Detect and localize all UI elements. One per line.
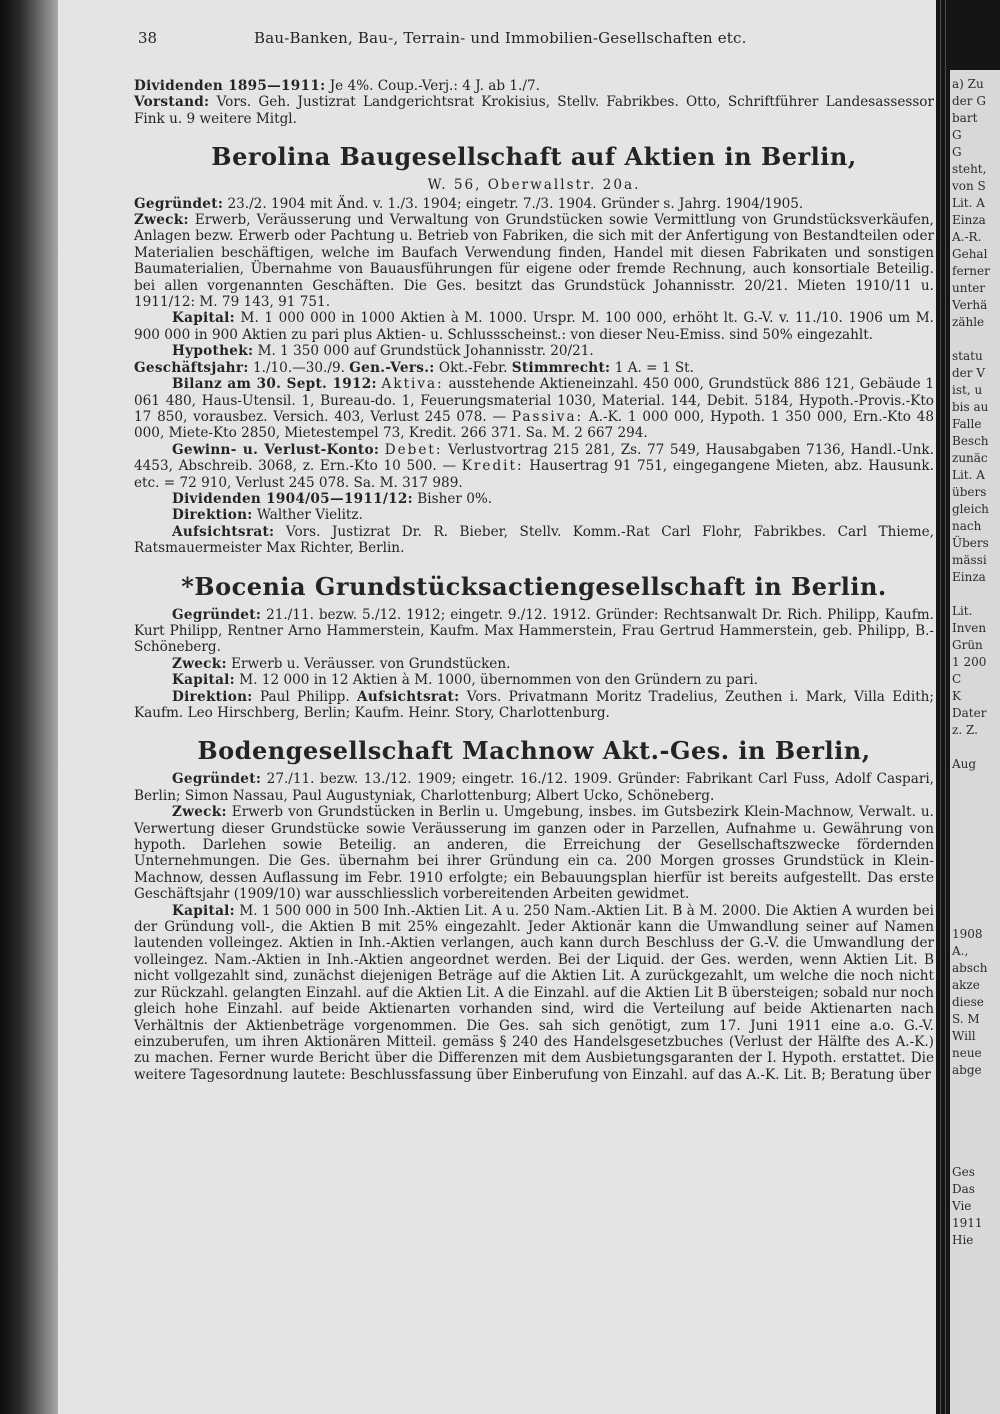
adjacent-page-line: zähle [952,315,985,329]
adjacent-page-line [952,841,1000,858]
adjacent-page-line: absch [952,961,988,975]
adjacent-page-line: steht, [952,162,987,176]
berolina-title: Berolina Baugesellschaft auf Aktien in Berlin, [211,142,857,172]
adjacent-page-line: diese [952,995,984,1009]
label: Gegründet: [134,195,224,212]
page-sheet [58,0,936,1414]
page-number: 38 [138,29,158,47]
adjacent-page-line: übers [952,485,987,499]
adjacent-page [936,0,1000,1414]
adjacent-page-line: z. Z. [952,723,978,737]
page-content [134,30,934,1083]
adjacent-page-line: G [952,145,962,159]
berolina-direktion [134,507,934,523]
adjacent-page-line: A., [952,944,969,958]
page-edge [940,0,941,1414]
prev-dividenden [134,78,934,94]
text: A.-K. 1 000 000, Hypoth. 1 350 000, Ern.-Kto 48 000, Miete-Kto 2850, Mietestempel 73, Kredit. 266 371. Sa. M. 2 667 294. [134,408,934,442]
label: Vorstand: [134,94,210,111]
adjacent-page-line: 1 200 [952,655,987,669]
text: Vors. Geh. Justizrat Landgerichtsrat Krokisius, Stellv. Fabrikbes. Otto, Schriftführer Landesassessor Fink u. 9 weitere Mitgl. [134,94,934,127]
label: Zweck: [172,655,227,672]
adjacent-page-line: Das [952,1182,975,1196]
adjacent-page-line: a) Zu [952,77,984,91]
text: Verlustvortrag 215 281, Zs. 77 549, Hausabgaben 7136, Handl.-Unk. 4453, Abschreib. 3068, z. Ern.-Kto 10 500. — [134,441,934,475]
adjacent-page-line: mässi [952,553,987,567]
adjacent-page-line: nach [952,519,982,533]
adjacent-page-line [952,1113,1000,1130]
adjacent-page-line: Vie [952,1199,972,1213]
text: 27./11. bezw. 13./12. 1909; eingetr. 16./12. 1909. Gründer: Fabrikant Carl Fuss, Adolf Caspari, Berlin; Simon Nassau, Paul Augustyniak, Charlottenburg; Albert Ucko, Schöneberg. [134,771,934,804]
adjacent-page-line: Lit. A [952,468,985,482]
label: Geschäftsjahr: [134,359,249,376]
text: Erwerb, Veräusserung und Verwaltung von Grundstücken sowie Vermittlung von Grundstücksverkäufen, Anlagen bezw. Erwerb oder Pachtung u. Betrieb von Fabriken, die sich mit der Anfertigung von Bestandteilen oder Materialien beschäftigen, welche im Baufach Verwendung finden, Handel mit diesen Fabrikaten und sonstigen Baumaterialien, Übernahme von Bauausführungen für eigene oder fremde Rechnung, auch konsortiale Beteilig. bei allen vorgenannten Geschäften. Die Ges. besitzt das Grundstück Johannisstr. 20/21. Mieten 1910/11 u. 1911/12: M. 79 143, 91 751. [134,212,934,311]
adjacent-page-line: der V [952,366,985,380]
adjacent-page-line [952,790,1000,807]
adjacent-page-line: Dater [952,706,987,720]
text: 23./2. 1904 mit Änd. v. 1./3. 1904; eingetr. 7./3. 1904. Gründer s. Jahrg. 1904/1905. [227,195,804,212]
adjacent-page-line: Grün [952,638,983,652]
adjacent-page-line [952,586,1000,603]
adjacent-page-line: Einza [952,213,986,227]
label: Dividenden 1904/05—1911/12: [172,490,413,507]
adjacent-page-line: Will [952,1029,976,1043]
book-gutter [0,0,58,1414]
label: Gegründet: [172,771,262,788]
label: Kapital: [172,310,235,327]
label: Passiva: [511,408,584,425]
label: Kapital: [172,672,235,689]
text: 21./11. bezw. 5./12. 1912; eingetr. 9./12. 1912. Gründer: Rechtsanwalt Dr. Rich. Philipp, Kaufm. Kurt Philipp, Rentner Arno Hammerstein, Kaufm. Max Hammerstein, Frau Gertrud Hammerstein, geb. Philipp, B.-Schöneberg. [134,606,934,656]
adjacent-page-line [952,909,1000,926]
machnow-zweck [134,804,934,902]
text: Bisher 0%. [417,490,493,507]
berolina-dividenden [134,491,934,507]
adjacent-page-line [952,807,1000,824]
adjacent-page-line: gleich [952,502,989,516]
running-head [134,30,934,52]
prev-vorstand [134,94,934,127]
berolina-geschaeftsjahr [134,360,934,376]
adjacent-page-line: Aug [952,757,977,771]
adjacent-page-line: C [952,672,962,686]
page-edge [945,0,946,1414]
adjacent-page-line: Ges [952,1165,975,1179]
adjacent-page-line [952,1147,1000,1164]
adjacent-page-line: bart [952,111,978,125]
adjacent-page-line: G [952,128,962,142]
text: Paul Philipp. [259,688,350,705]
adjacent-page-line: Lit. [952,604,973,618]
adjacent-page-line: Übers [952,536,989,550]
adjacent-page-line [952,331,1000,348]
label: Aufsichtsrat: [357,688,460,705]
adjacent-page-line: Falle [952,417,982,431]
adjacent-page-line: zunäc [952,451,988,465]
adjacent-page-line: ist, u [952,383,983,397]
adjacent-page-line: S. M [952,1012,980,1026]
adjacent-page-sheet [950,70,1000,1414]
adjacent-page-line [952,1096,1000,1113]
adjacent-page-line: A.-R. [952,230,982,244]
adjacent-page-line: Besch [952,434,989,448]
bocenia-title: *Bocenia Grundstücksactiengesellschaft in Berlin. [181,571,887,601]
berolina-zweck [134,212,934,310]
adjacent-page-line: von S [952,179,986,193]
text: Okt.-Febr. [438,359,508,376]
text: 1 A. = 1 St. [614,359,694,376]
berolina-guv [134,442,934,491]
label: Zweck: [134,212,189,229]
label: Kapital: [172,902,235,919]
adjacent-page-line: neue [952,1046,982,1060]
berolina-aufsichtsrat [134,524,934,557]
adjacent-page-line: Lit. A [952,196,985,210]
text: Walther Vielitz. [256,507,363,524]
machnow-title: Bodengesellschaft Machnow Akt.-Ges. in Berlin, [197,736,871,766]
adjacent-page-line: statu [952,349,983,363]
adjacent-page-line [952,875,1000,892]
text: Je 4%. Coup.-Verj.: 4 J. ab 1./7. [329,78,540,94]
text: Hausertrag 91 751, eingegangene Mieten, abz. Hausunk. etc. = 72 910, Verlust 245 078. Sa. M. 317 989. [134,458,934,491]
berolina-bilanz [134,376,934,442]
adjacent-page-line: abge [952,1063,982,1077]
berolina-gegruendet [134,196,934,212]
adjacent-page-line [952,1079,1000,1096]
label: Stimmrecht: [511,359,611,376]
label: Debet: [384,441,443,458]
adjacent-page-line: 1908 [952,927,983,941]
adjacent-page-line: bis au [952,400,989,414]
adjacent-page-line: Gehal [952,247,988,261]
adjacent-page-line [952,892,1000,909]
label: Dividenden 1895—1911: [134,78,326,94]
adjacent-page-line: Verhä [952,298,988,312]
running-title: Bau-Banken, Bau-, Terrain- und Immobilien-Gesellschaften etc. [254,29,747,47]
adjacent-page-line [952,824,1000,841]
bocenia-gegruendet [134,607,934,656]
adjacent-page-line: der G [952,94,986,108]
adjacent-page-line: Inven [952,621,987,635]
adjacent-page-line [952,858,1000,875]
adjacent-page-fragments [950,70,1000,1249]
label: Gegründet: [172,606,262,623]
label: Hypothek: [172,343,254,360]
bocenia-zweck [134,656,934,672]
label: Gen.-Vers.: [349,359,435,376]
adjacent-page-line [952,1130,1000,1147]
text: Vors. Privatmann Moritz Tradelius, Zeuthen i. Mark, Villa Edith; Kaufm. Leo Hirschberg, Berlin; Kaufm. Heinr. Story, Charlottenburg. [134,688,934,721]
bocenia-direktion [134,689,934,722]
adjacent-page-line: Einza [952,570,986,584]
machnow-kapital [134,903,934,1083]
text: Vors. Justizrat Dr. R. Bieber, Stellv. Komm.-Rat Carl Flohr, Fabrikbes. Carl Thieme, Ratsmauermeister Max Richter, Berlin. [134,523,934,557]
berolina-kapital [134,310,934,343]
bocenia-kapital [134,672,934,688]
adjacent-page-line [952,739,1000,756]
adjacent-page-line: ferner [952,264,990,278]
adjacent-page-line [952,773,1000,790]
adjacent-page-line: unter [952,281,986,295]
label: Aufsichtsrat: [172,523,275,540]
label: Aktiva: [381,376,444,393]
label: Kredit: [461,458,524,475]
berolina-hypothek [134,343,934,359]
adjacent-page-line: Hie [952,1233,974,1247]
text: ausstehende Aktieneinzahl. 450 000, Grundstück 886 121, Gebäude 1 061 480, Haus-Utensil. 1, Bureau-do. 1, Feuerungsmaterial 1030, Material. 144, Debit. 5184, Hypoth.-Provis.-Kto 17 850, vorausbez. Versich. 403, Verlust 245 078. — [134,376,934,425]
label: Bilanz am 30. Sept. 1912: [172,376,377,393]
machnow-gegruendet [134,771,934,804]
text: Erwerb u. Veräusser. von Grundstücken. [231,655,511,672]
text: M. 1 000 000 in 1000 Aktien à M. 1000. Urspr. M. 100 000, erhöht lt. G.-V. v. 11./10. 1906 um M. 900 000 in 900 Aktien zu pari plus Aktien- u. Schlussscheinst.: von dieser Neu-Emiss. sind 50% eingezahlt. [134,310,934,343]
adjacent-page-line: akze [952,978,980,992]
label: Zweck: [172,804,227,821]
label: Direktion: [172,688,253,705]
label: Direktion: [172,507,253,524]
text: M. 12 000 in 12 Aktien à M. 1000, übernommen von den Gründern zu pari. [239,672,758,689]
berolina-address: W. 56, Oberwallstr. 20a. [427,177,641,194]
text: Erwerb von Grundstücken in Berlin u. Umgebung, insbes. im Gutsbezirk Klein-Machnow, Verwalt. u. Verwertung dieser Grundstücke sowie Veräusserung im ganzen oder in Parzellen, Aufnahme u. Gewährung von hypoth. Darlehen sowie Beteilig. an anderen, die Erreichung der Gesellschaftszwecke fördernden Unternehmungen. Die Ges. übernahm bei ihrer Gründung ein ca. 200 Morgen grosses Grundstück in Klein-Machnow, dessen Auflassung im Febr. 1910 erfolgte; ein Bebauungsplan hierfür ist bereits aufgestellt. Das erste Geschäftsjahr (1909/10) war ausschliesslich vorbereitenden Arbeiten gewidmet. [134,804,934,903]
adjacent-page-line: K [952,689,961,703]
text: 1./10.—30./9. [252,359,345,376]
label: Gewinn- u. Verlust-Konto: [172,441,380,458]
text: M. 1 500 000 in 500 Inh.-Aktien Lit. A u. 250 Nam.-Aktien Lit. B à M. 2000. Die Aktien A wurden bei der Gründung voll-, die Aktien B mit 25% eingezahlt. Jeder Aktionär kann die Umwandlung seiner auf Namen lautenden volleingez. Aktien in Inh.-Aktien verlangen, auch kann durch Beschluss der G.-V. die Umwandlung der volleingez. Nam.-Aktien in Inh.-Aktien angeordnet werden. Bei der Liquid. der Ges. werden, wenn Aktien Lit. B nicht vollgezahlt sind, zunächst diejenigen Beträge auf die Aktien Lit. A zurückgezahlt, um welche die noch nicht zur Rückzahl. gelangten Einzahl. auf die Aktien Lit. A die Einzahl. auf die Aktien Lit B übersteigen; sobald nur noch gleich hohe Einzahl. auf beide Aktienarten vorhanden sind, wird die Verteilung auf beide Aktienarten nach Verhältnis der Aktienbeträge vorgenommen. Die Ges. sah sich genötigt, zum 17. Juni 1911 eine a.o. G.-V. einzuberufen, um ihren Aktionären Mitteil. gemäss § 240 des Handelsgesetzbuches (Verlust der Hälfte des A.-K.) zu machen. Ferner wurde Bericht über die Differenzen mit dem Ausbietungsgaranten der I. Hypoth. erstattet. Die weitere Tagesordnung lautete: Beschlussfassung über Einberufung von Einzahl. auf das A.-K. Lit. B; Beratung über [134,902,934,1083]
text: M. 1 350 000 auf Grundstück Johannisstr. 20/21. [257,343,594,360]
adjacent-page-line: 1911 [952,1216,983,1230]
